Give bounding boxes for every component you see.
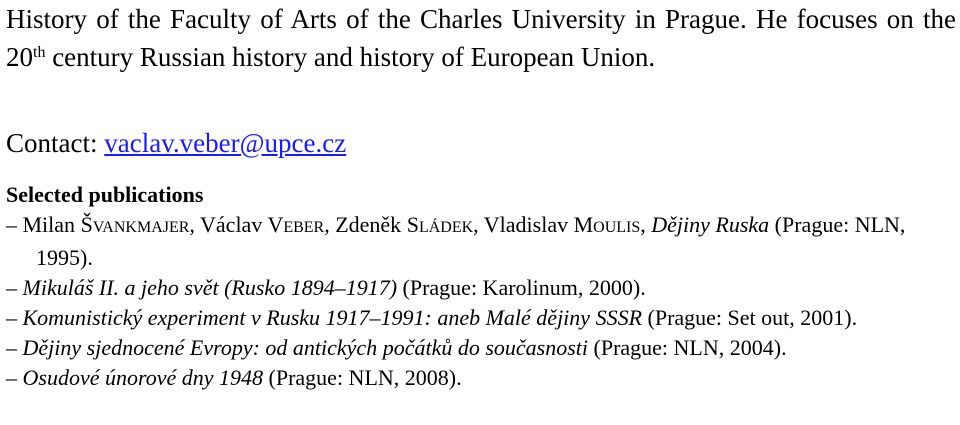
publication-item: – Milan ŠVANKMAJER, Václav VEBER, Zdeněk SLÁDEK, Vladislav MOULIS, Dějiny Ruska (Prague: NLN, 1995).: [6, 212, 906, 270]
publication-title: Osudové únorové dny 1948: [22, 365, 264, 390]
author-name: Vladislav MOULIS: [483, 212, 641, 237]
bio-text-1: History of the Faculty of Arts of the Charles University in Prague. He focuses on the 20: [6, 4, 956, 72]
publication-title: Dějiny Ruska: [651, 212, 770, 237]
author-name: Zdeněk SLÁDEK: [335, 212, 474, 237]
contact-label: Contact:: [6, 128, 105, 158]
publication-imprint: (Prague: NLN, 2008).: [263, 365, 462, 390]
list-dash: –: [6, 335, 23, 360]
publication-imprint: (Prague: Karolinum, 2000).: [397, 275, 646, 300]
publications-heading: Selected publications: [6, 182, 204, 207]
bio-text-2: century Russian history and history of European Union.: [45, 42, 656, 72]
publications-list: [6, 210, 956, 393]
list-dash: –: [6, 365, 23, 390]
bio-superscript: th: [33, 44, 46, 61]
publication-item: [6, 273, 956, 303]
contact-line: [6, 124, 346, 162]
list-dash: –: [6, 305, 23, 330]
publication-item: [6, 333, 956, 363]
email-link[interactable]: vaclav.veber@upce.cz: [104, 128, 347, 158]
list-dash: –: [6, 275, 23, 300]
publication-imprint: (Prague: NLN, 2004).: [588, 335, 787, 360]
list-dash: –: [6, 212, 23, 237]
publication-title: Mikuláš II. a jeho svět (Rusko 1894–1917): [22, 275, 398, 300]
publication-title: Dějiny sjednocené Evropy: od antických počátků do současnosti: [22, 335, 589, 360]
author-name: Václav VEBER: [200, 212, 325, 237]
publication-item: [6, 363, 956, 393]
publication-item: [6, 303, 956, 333]
publication-title: Komunistický experiment v Rusku 1917–1991: aneb Malé dějiny SSSR: [22, 305, 643, 330]
publication-imprint: (Prague: Set out, 2001).: [642, 305, 858, 330]
publication-imprint: (Prague: NLN, 1995).: [36, 212, 906, 270]
author-name: Milan ŠVANKMAJER: [22, 212, 190, 237]
bio-paragraph: [6, 0, 956, 76]
